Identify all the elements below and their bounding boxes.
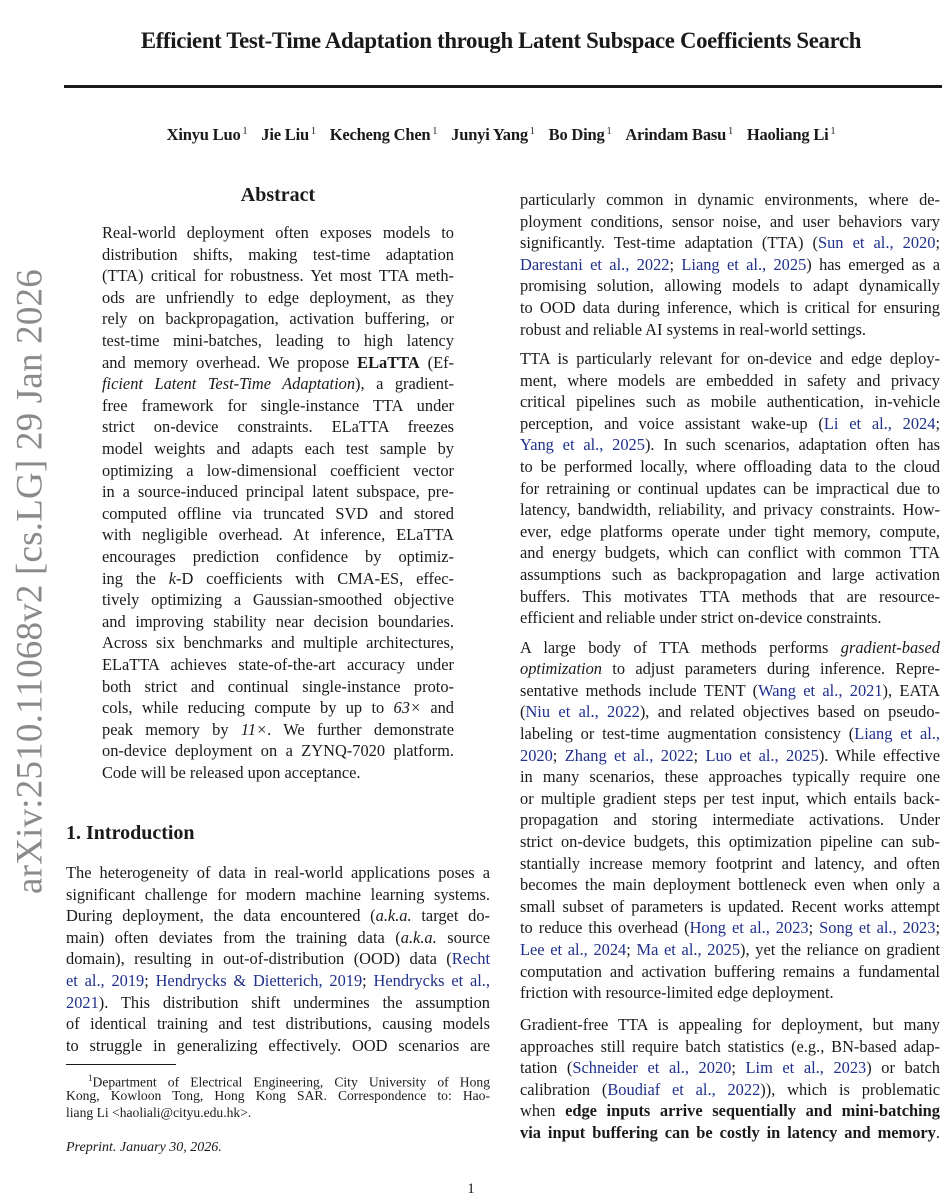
citation-link[interactable]: Sun et al., 2020	[817, 233, 936, 253]
text-line: and energy budgets, which can conflict with common TTA	[520, 543, 940, 563]
text-span: ), yet the reliance on gradient	[740, 940, 941, 959]
abstract-line: Across six benchmarks and multiple architectures,	[102, 633, 454, 653]
section-heading-introduction: 1. Introduction	[66, 822, 195, 844]
author	[747, 125, 836, 144]
author	[167, 125, 248, 144]
footnote-rule	[66, 1064, 176, 1065]
text-line	[520, 917, 940, 939]
text-line	[520, 701, 940, 723]
text-line: ployment conditions, sensor noise, and user behaviors vary	[520, 211, 940, 231]
abbrev: a.k.a.	[375, 906, 412, 926]
bold-emphasis: edge inputs arrive sequentially and mini-batching	[565, 1101, 940, 1121]
text-line: becomes the main deployment bottleneck even when only a	[520, 875, 940, 895]
citation-link[interactable]: Zhang et al., 2022	[564, 745, 694, 765]
abstract-line	[102, 568, 454, 590]
title-rule	[64, 85, 942, 88]
text-line: friction with resource-limited edge deployment.	[520, 983, 834, 1003]
text-line	[520, 434, 940, 456]
author-name: Arindam Basu	[625, 125, 727, 144]
abstract-line: ods are unfriendly to edge deployment, as they	[102, 287, 454, 307]
text-line	[520, 232, 940, 254]
text-span: and	[421, 698, 454, 718]
text-span: ), EATA	[882, 680, 940, 700]
abstract-line: ELaTTA achieves state-of-the-art accuracy under	[102, 655, 454, 674]
citation-link[interactable]: Luo et al., 2025	[705, 745, 819, 765]
text-span: ;	[731, 1058, 746, 1078]
text-line: critical pipelines such as mobile authentication, in-vehicle	[520, 392, 940, 412]
text-span: ;	[808, 918, 820, 938]
text-line: approaches still require batch statistics (e.g., BN-based adap-	[520, 1036, 940, 1056]
citation-link[interactable]: Liang et al.,	[854, 724, 941, 743]
text-line: promising solution, allowing models to adapt dynamically	[520, 276, 940, 296]
text-span: ;	[552, 745, 565, 765]
text-line: The heterogeneity of data in real-world applications poses a	[66, 863, 490, 882]
text-line	[66, 970, 490, 992]
citation-link[interactable]: Lee et al., 2024	[520, 940, 627, 959]
affiliation-marker: 1	[728, 125, 733, 137]
text-span: ) or batch	[866, 1058, 941, 1078]
text-span: -D coefficients with CMA-ES, effec-	[176, 568, 454, 588]
text-line	[520, 637, 940, 659]
page-number: 1	[467, 1181, 475, 1197]
method-expansion: ficient Latent Test-Time Adaptation	[102, 374, 356, 394]
author-name: Haoliang Li	[746, 125, 829, 144]
affiliation-marker: 1	[310, 125, 316, 137]
text-line	[520, 413, 940, 435]
text-line: computation and activation buffering remains a fundamental	[520, 961, 940, 981]
text-span: ), a gradient-	[355, 374, 454, 394]
abstract-line: with negligible overhead. At inference, ELaTTA	[102, 525, 454, 545]
text-line: latency, bandwidth, reliability, and privacy constraints. How-	[520, 500, 940, 520]
method-name: ELaTTA	[357, 352, 420, 372]
text-span: domain), resulting in out-of-distribution (OOD) data (	[66, 949, 452, 969]
memory-factor: 11×	[240, 719, 268, 739]
text-span: ) has emerged as a	[806, 254, 940, 274]
text-line: Gradient-free TTA is appealing for deployment, but many	[520, 1015, 940, 1034]
text-line	[520, 1100, 940, 1122]
text-span: labeling or test-time augmentation consistency (	[520, 724, 855, 743]
text-span: significantly. Test-time adaptation (TTA) (	[520, 233, 818, 253]
citation-link[interactable]: Hendrycks et al.,	[373, 971, 490, 990]
text-span: A large body of TTA methods performs	[520, 637, 841, 657]
text-line: efficient and reliable under strict on-device constraints.	[520, 608, 882, 628]
abstract-line: rely on backpropagation, activation buffering, or	[102, 309, 454, 329]
text-line: particularly common in dynamic environments, where de-	[520, 190, 940, 209]
math-variable: k	[168, 568, 176, 588]
abstract-line: free framework for single-instance TTA under	[102, 395, 454, 415]
text-line: in many scenarios, these approaches typically require one	[520, 767, 940, 787]
abstract-line: Code will be released upon acceptance.	[102, 763, 361, 782]
abstract-line: distribution shifts, making test-time adaptation	[102, 244, 454, 264]
citation-link[interactable]: Li et al., 2024	[823, 413, 936, 433]
text-span: ;	[693, 745, 706, 765]
abstract-line: both strict and continual single-instance proto-	[102, 676, 454, 696]
citation-link[interactable]: Hendrycks & Dietterich, 2019	[155, 971, 363, 990]
abstract-line: test-time mini-batches, leading to high latency	[102, 331, 454, 350]
abstract-line	[102, 697, 454, 719]
abstract-line: on-device deployment on a ZYNQ-7020 platform.	[102, 741, 454, 761]
citation-link[interactable]: et al., 2019	[66, 971, 145, 990]
text-line: small subset of parameters is updated. Recent works attempt	[520, 896, 940, 916]
abstract-line	[102, 352, 454, 374]
citation-link[interactable]: Ma et al., 2025	[636, 940, 741, 959]
footnote-line: Kong, Kowloon Tong, Hong Kong SAR. Correspondence to: Hao-	[66, 1088, 490, 1103]
abbrev: a.k.a.	[400, 927, 437, 947]
citation-link[interactable]: 2020	[520, 745, 553, 765]
citation-link[interactable]: Yang et al., 2025	[520, 435, 645, 455]
text-line	[520, 1079, 940, 1101]
citation-link[interactable]: 2021	[66, 992, 99, 1012]
text-span: and memory overhead. We propose	[102, 352, 358, 372]
text-line: to OOD data during inference, which is critical for ensuring	[520, 298, 940, 317]
text-span: During deployment, the data encountered (	[66, 906, 376, 926]
citation-link[interactable]: Liang et al., 2025	[681, 254, 807, 274]
text-span: (	[520, 702, 526, 722]
text-span: target do-	[411, 906, 490, 926]
citation-link[interactable]: Darestani et al., 2022	[520, 254, 670, 274]
abstract-line: strict on-device constraints. ELaTTA freezes	[102, 417, 454, 437]
abstract-heading: Abstract	[240, 184, 316, 206]
text-line	[520, 939, 940, 961]
citation-link[interactable]: Lim et al., 2023	[745, 1058, 867, 1078]
text-span: . We further demonstrate	[267, 719, 454, 739]
abstract-line: Real-world deployment often exposes models to	[102, 223, 454, 242]
text-line: strict on-device budgets, this optimization pipeline can sub-	[520, 832, 940, 851]
text-line	[66, 992, 490, 1014]
text-span: ;	[669, 254, 682, 274]
text-span: tation (	[520, 1058, 573, 1078]
text-line	[520, 1122, 940, 1144]
author	[549, 125, 612, 144]
citation-link[interactable]: Recht	[451, 949, 490, 969]
footnote-line: liang Li <haoliali@cityu.edu.hk>.	[66, 1105, 252, 1120]
author	[625, 125, 733, 144]
text-line	[66, 948, 490, 970]
text-span: main) often deviates from the training data (	[66, 927, 401, 947]
text-span: perception, and voice assistant wake-up (	[520, 413, 824, 433]
author-name: Kecheng Chen	[329, 125, 431, 144]
abstract-line	[102, 373, 454, 395]
text-line: propagation and storing intermediate activations. Under	[520, 810, 940, 830]
author-list	[60, 125, 942, 145]
citation-link[interactable]: Song et al., 2023	[819, 918, 936, 938]
text-span: source	[436, 927, 490, 947]
text-span: Department of Electrical Engineering, City University of Hong	[92, 1074, 490, 1090]
text-span: ing the	[102, 568, 169, 588]
affiliation-marker: 1	[606, 125, 612, 137]
text-span: peak memory by	[102, 719, 241, 739]
text-line: significant challenge for modern machine learning systems.	[66, 884, 490, 904]
author	[261, 125, 315, 144]
text-line	[520, 1057, 940, 1079]
author-name: Bo Ding	[548, 125, 605, 144]
compute-factor: 63×	[393, 698, 421, 718]
text-line: ment, where models are embedded in safety and privacy	[520, 370, 940, 390]
text-span: ;	[362, 971, 374, 990]
affiliation-marker: 1	[830, 125, 836, 137]
arxiv-stamp: arXiv:2510.11068v2 [cs.LG] 29 Jan 2026	[9, 269, 51, 894]
text-line	[520, 680, 940, 702]
abstract-line: encourages prediction confidence by optimiz-	[102, 547, 454, 566]
abstract-line: computed offline via truncated SVD and stored	[102, 503, 454, 523]
text-line: to struggle in generalizing effectively. OOD scenarios are	[66, 1035, 490, 1055]
text-span: to reduce this overhead (	[520, 918, 690, 938]
text-line	[520, 658, 940, 680]
abstract-line: optimizing a low-dimensional coefficient vector	[102, 460, 454, 480]
text-span: )), which is problematic	[760, 1079, 941, 1099]
abstract-line: tively optimizing a Gaussian-smoothed objective	[102, 590, 454, 610]
citation-link[interactable]: Wang et al., 2021	[758, 680, 883, 700]
author-name: Jie Liu	[261, 125, 309, 144]
citation-link[interactable]: Hong et al., 2023	[689, 918, 809, 938]
text-line	[520, 723, 940, 745]
citation-link[interactable]: Boudiaf et al., 2022	[607, 1079, 761, 1099]
citation-link[interactable]: Niu et al., 2022	[525, 702, 640, 722]
text-line: assumptions such as backpropagation and large activation	[520, 565, 940, 584]
abstract-line: and improving stability near decision boundaries.	[102, 611, 454, 631]
bold-emphasis: via input buffering can be costly in latency and memory	[520, 1123, 936, 1142]
text-span: ), and related objectives based on pseudo-	[639, 702, 940, 722]
affiliation-marker: 1	[432, 125, 438, 137]
text-span: .	[935, 1123, 940, 1142]
text-span: ). While effective	[818, 745, 940, 765]
text-line: for retraining or continual updates can be impractical due to	[520, 478, 940, 498]
text-span: (Ef-	[419, 352, 455, 372]
text-span: calibration (	[520, 1079, 608, 1099]
text-span: to adjust parameters during inference. Repre-	[601, 659, 940, 679]
abstract-line: model weights and adapts each test sample by	[102, 439, 454, 458]
text-span: ;	[935, 233, 940, 253]
text-line: to be performed locally, where offloading data to the cloud	[520, 457, 940, 476]
footnote-marker: 1	[88, 1073, 93, 1083]
author-name: Xinyu Luo	[166, 125, 241, 144]
text-span: ;	[626, 940, 637, 959]
text-span: when	[520, 1101, 566, 1121]
paper-title: Efficient Test-Time Adaptation through Latent Subspace Coefficients Search	[140, 28, 862, 54]
text-line: robust and reliable AI systems in real-world settings.	[520, 319, 866, 339]
citation-link[interactable]: Schneider et al., 2020	[572, 1058, 732, 1078]
text-line: buffers. This motivates TTA methods that are resource-	[520, 586, 940, 606]
text-line: TTA is particularly relevant for on-device and edge deploy-	[520, 349, 940, 368]
affiliation-marker: 1	[242, 125, 248, 137]
text-line: ever, edge platforms operate under tight memory, compute,	[520, 521, 940, 541]
text-span: ). This distribution shift undermines the assumption	[98, 992, 490, 1012]
text-line	[66, 905, 490, 927]
preprint-note: Preprint. January 30, 2026.	[66, 1140, 222, 1155]
abstract-line: (TTA) critical for robustness. Yet most TTA meth-	[102, 266, 454, 286]
author	[451, 125, 535, 144]
text-line	[520, 254, 940, 276]
text-span: ;	[935, 918, 940, 938]
text-span: cols, while reducing compute by up to	[102, 698, 394, 718]
author-name: Junyi Yang	[451, 125, 528, 144]
text-line	[66, 927, 490, 949]
text-line: or multiple gradient steps per test input, which entails back-	[520, 788, 940, 808]
text-line: stantially increase memory footprint and latency, and often	[520, 853, 940, 873]
abstract-line: in a source-induced principal latent subspace, pre-	[102, 482, 454, 502]
emphasis: gradient-based	[840, 637, 940, 657]
affiliation-marker: 1	[529, 125, 535, 137]
text-span: ;	[144, 971, 156, 990]
author	[330, 125, 438, 144]
emphasis: optimization	[520, 659, 602, 679]
text-span: ). In such scenarios, adaptation often has	[644, 435, 940, 455]
text-line: of identical training and test distributions, causing models	[66, 1014, 490, 1034]
text-line	[520, 745, 940, 767]
text-span: sentative methods include TENT (	[520, 680, 759, 700]
abstract-line	[102, 719, 454, 741]
text-span: ;	[935, 413, 940, 433]
